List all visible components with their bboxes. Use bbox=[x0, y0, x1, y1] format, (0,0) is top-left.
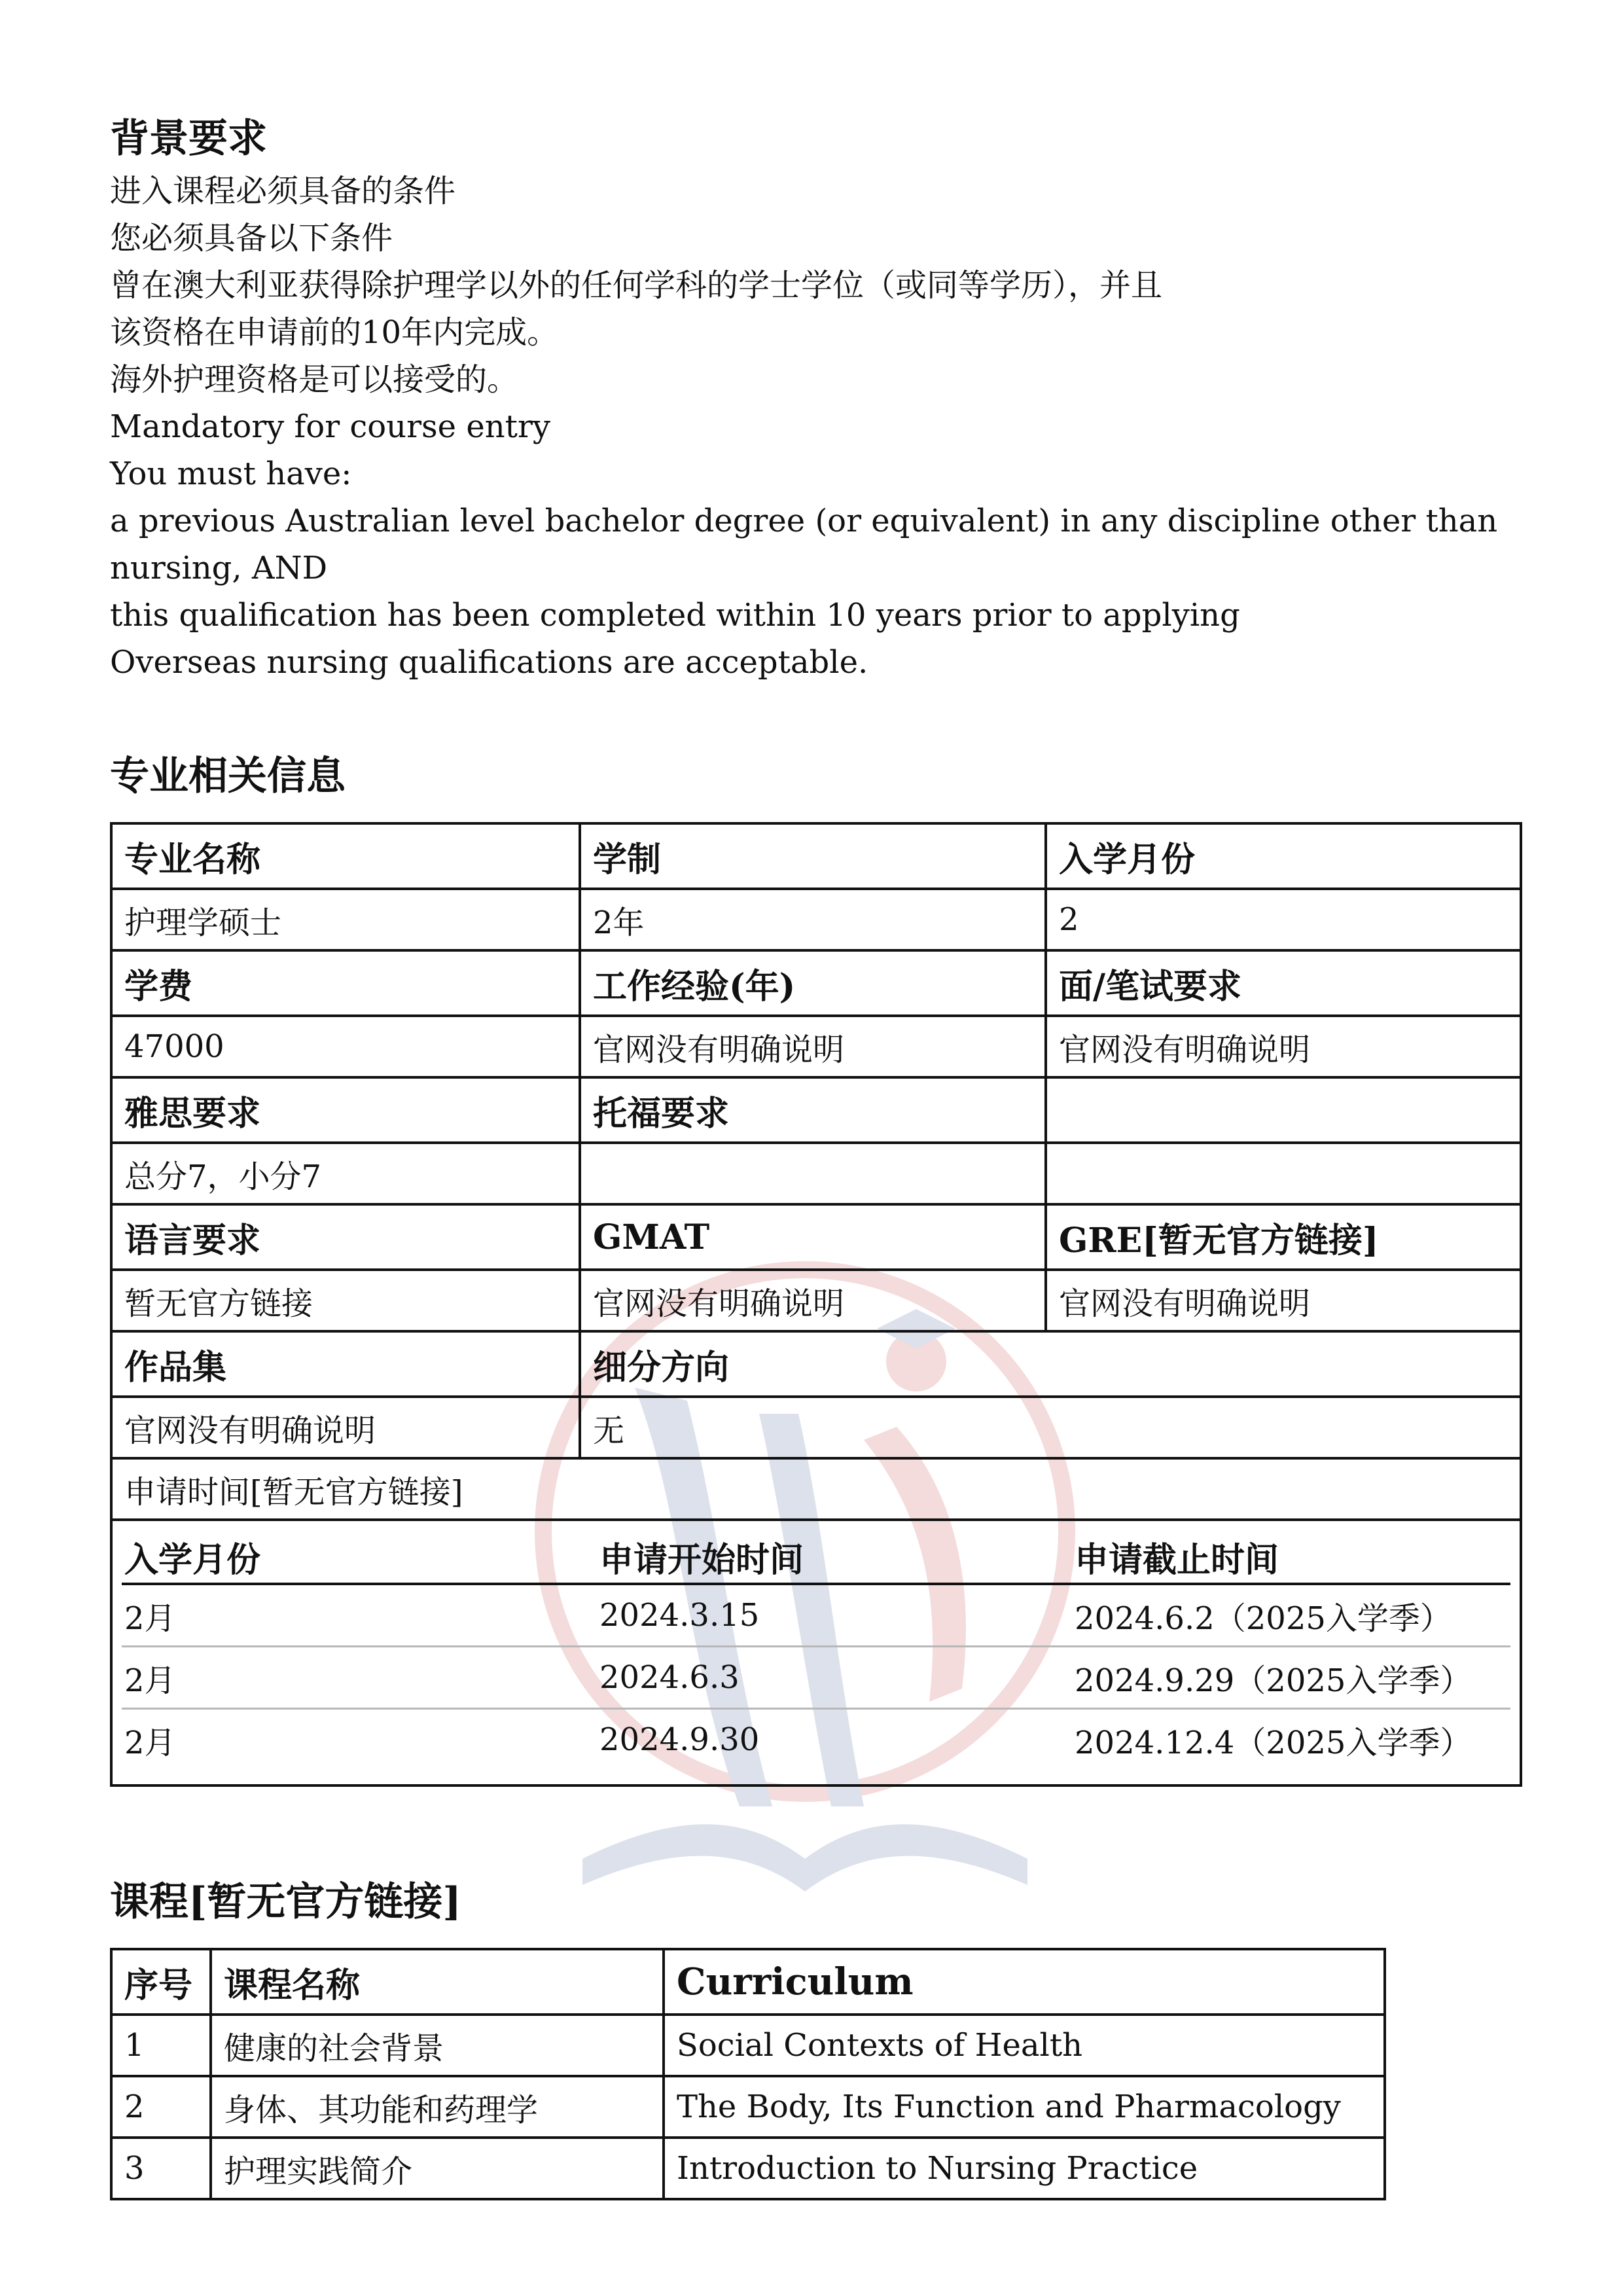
apply-intake: 2月 bbox=[124, 1600, 176, 1637]
label-tuition: 学费 bbox=[124, 966, 193, 1007]
empty-cell bbox=[1044, 1144, 1520, 1203]
label-duration: 学制 bbox=[579, 825, 1044, 888]
label-specialization: 细分方向 bbox=[579, 1333, 1520, 1395]
apply-time-table bbox=[113, 1521, 1520, 1784]
table-row bbox=[122, 1708, 1510, 1770]
course-name-en: The Body, Its Function and Pharmacology bbox=[662, 2077, 1383, 2136]
label-language: 语言要求 bbox=[124, 1220, 261, 1261]
background-line: 海外护理资格是可以接受的。 bbox=[110, 361, 519, 398]
course-name-cn: 身体、其功能和药理学 bbox=[209, 2077, 662, 2136]
value-portfolio: 官网没有明确说明 bbox=[124, 1412, 376, 1449]
background-line: a previous Australian level bachelor degree (or equivalent) in any discipline other than bbox=[110, 503, 1498, 539]
label-toefl: 托福要求 bbox=[579, 1079, 1044, 1141]
table-row bbox=[113, 1398, 1520, 1460]
background-line: 该资格在申请前的10年内完成。 bbox=[110, 314, 559, 351]
table-row bbox=[113, 2139, 1383, 2198]
value-ielts: 总分7，小分7 bbox=[124, 1158, 322, 1195]
label-gre: GRE[暂无官方链接] bbox=[1044, 1206, 1520, 1268]
header-course-name: 课程名称 bbox=[209, 1950, 662, 2013]
label-interview: 面/笔试要求 bbox=[1044, 952, 1520, 1014]
curriculum-table bbox=[110, 1948, 1386, 2200]
table-row bbox=[113, 1017, 1520, 1079]
label-work-experience: 工作经验(年) bbox=[579, 952, 1044, 1014]
course-name-cn: 健康的社会背景 bbox=[209, 2016, 662, 2075]
apply-header-start: 申请开始时间 bbox=[599, 1539, 804, 1580]
background-line: this qualification has been completed within 10 years prior to applying bbox=[110, 597, 1240, 634]
label-intake-month: 入学月份 bbox=[1044, 825, 1520, 888]
apply-time-section bbox=[113, 1521, 1520, 1784]
table-row bbox=[122, 1585, 1510, 1645]
value-duration: 2年 bbox=[579, 890, 1044, 949]
curriculum-title: 课程[暂无官方链接] bbox=[110, 1879, 461, 1925]
background-line: 曾在澳大利亚获得除护理学以外的任何学科的学士学位（或同等学历），并且 bbox=[110, 267, 1163, 304]
apply-start: 2024.9.30 bbox=[599, 1721, 760, 1758]
value-language: 暂无官方链接 bbox=[124, 1285, 313, 1322]
apply-header-deadline: 申请截止时间 bbox=[1075, 1539, 1279, 1580]
value-intake-month: 2 bbox=[1044, 890, 1520, 949]
background-line: 进入课程必须具备的条件 bbox=[110, 173, 456, 209]
table-row bbox=[113, 952, 1520, 1017]
value-toefl bbox=[579, 1144, 1044, 1203]
apply-intake: 2月 bbox=[124, 1724, 176, 1761]
table-row bbox=[122, 1645, 1510, 1708]
course-index: 2 bbox=[124, 2089, 145, 2125]
apply-deadline: 2024.6.2（2025入学季） bbox=[1075, 1600, 1452, 1637]
value-interview: 官网没有明确说明 bbox=[1044, 1017, 1520, 1076]
value-work-experience: 官网没有明确说明 bbox=[579, 1017, 1044, 1076]
table-row bbox=[113, 1206, 1520, 1271]
label-portfolio: 作品集 bbox=[124, 1347, 227, 1388]
value-gmat: 官网没有明确说明 bbox=[579, 1271, 1044, 1330]
background-line: You must have: bbox=[110, 456, 352, 492]
table-row bbox=[113, 1271, 1520, 1333]
table-row bbox=[113, 1460, 1520, 1521]
background-line: Mandatory for course entry bbox=[110, 408, 551, 445]
table-row bbox=[113, 890, 1520, 952]
course-index: 1 bbox=[124, 2027, 145, 2064]
course-index: 3 bbox=[124, 2150, 145, 2187]
header-curriculum: Curriculum bbox=[662, 1950, 1383, 2013]
header-index: 序号 bbox=[124, 1965, 193, 2005]
apply-intake: 2月 bbox=[124, 1662, 176, 1699]
course-name-en: Social Contexts of Health bbox=[662, 2016, 1383, 2075]
apply-deadline: 2024.9.29（2025入学季） bbox=[1075, 1662, 1472, 1699]
apply-time-title: 申请时间[暂无官方链接] bbox=[124, 1473, 463, 1511]
table-row bbox=[113, 825, 1520, 890]
table-row bbox=[113, 1950, 1383, 2016]
label-gmat: GMAT bbox=[579, 1206, 1044, 1268]
value-major-name: 护理学硕士 bbox=[124, 904, 282, 941]
table-row bbox=[113, 1333, 1520, 1398]
apply-time-header bbox=[122, 1530, 1510, 1585]
background-line: nursing, AND bbox=[110, 550, 328, 586]
background-title: 背景要求 bbox=[110, 116, 267, 162]
label-ielts: 雅思要求 bbox=[124, 1093, 261, 1134]
table-row bbox=[113, 1079, 1520, 1144]
table-row bbox=[113, 2077, 1383, 2139]
background-line: 您必须具备以下条件 bbox=[110, 220, 393, 257]
value-tuition: 47000 bbox=[124, 1028, 224, 1065]
background-text bbox=[110, 168, 1524, 686]
course-name-en: Introduction to Nursing Practice bbox=[662, 2139, 1383, 2198]
program-title: 专业相关信息 bbox=[110, 753, 346, 799]
value-specialization: 无 bbox=[579, 1398, 1520, 1457]
apply-header-intake: 入学月份 bbox=[124, 1539, 261, 1580]
course-name-cn: 护理实践简介 bbox=[209, 2139, 662, 2198]
table-row bbox=[113, 1144, 1520, 1206]
apply-start: 2024.6.3 bbox=[599, 1659, 740, 1696]
background-line: Overseas nursing qualifications are acceptable. bbox=[110, 644, 868, 681]
apply-start: 2024.3.15 bbox=[599, 1597, 760, 1634]
table-row bbox=[113, 2016, 1383, 2077]
label-major-name: 专业名称 bbox=[124, 839, 261, 880]
value-gre: 官网没有明确说明 bbox=[1044, 1271, 1520, 1330]
empty-cell bbox=[1044, 1079, 1520, 1141]
apply-deadline: 2024.12.4（2025入学季） bbox=[1075, 1724, 1472, 1761]
program-info-table bbox=[110, 822, 1522, 1787]
